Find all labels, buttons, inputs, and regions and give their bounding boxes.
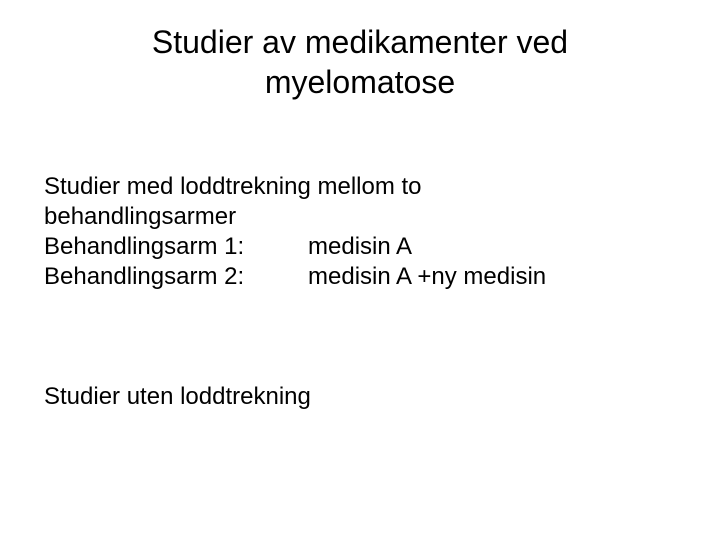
treatment-arm-1-label: Behandlingsarm 1: — [44, 233, 245, 260]
slide-title — [60, 22, 660, 102]
slide-body — [44, 172, 684, 412]
treatment-arm-2 — [44, 262, 684, 292]
slide-title-line-2: myelomatose — [264, 64, 456, 100]
spacer — [44, 292, 684, 382]
treatment-arm-2-label: Behandlingsarm 2: — [44, 263, 245, 290]
intro-line-1: Studier med loddtrekning mellom to — [44, 173, 422, 200]
treatment-arm-1 — [44, 232, 684, 262]
slide-title-line-1: Studier av medikamenter ved — [151, 24, 569, 60]
non-randomized-studies: Studier uten loddtrekning — [44, 383, 311, 410]
intro-line-2: behandlingsarmer — [44, 203, 237, 230]
treatment-arm-1-value: medisin A — [308, 233, 413, 260]
treatment-arm-2-value: medisin A +ny medisin — [308, 263, 547, 290]
